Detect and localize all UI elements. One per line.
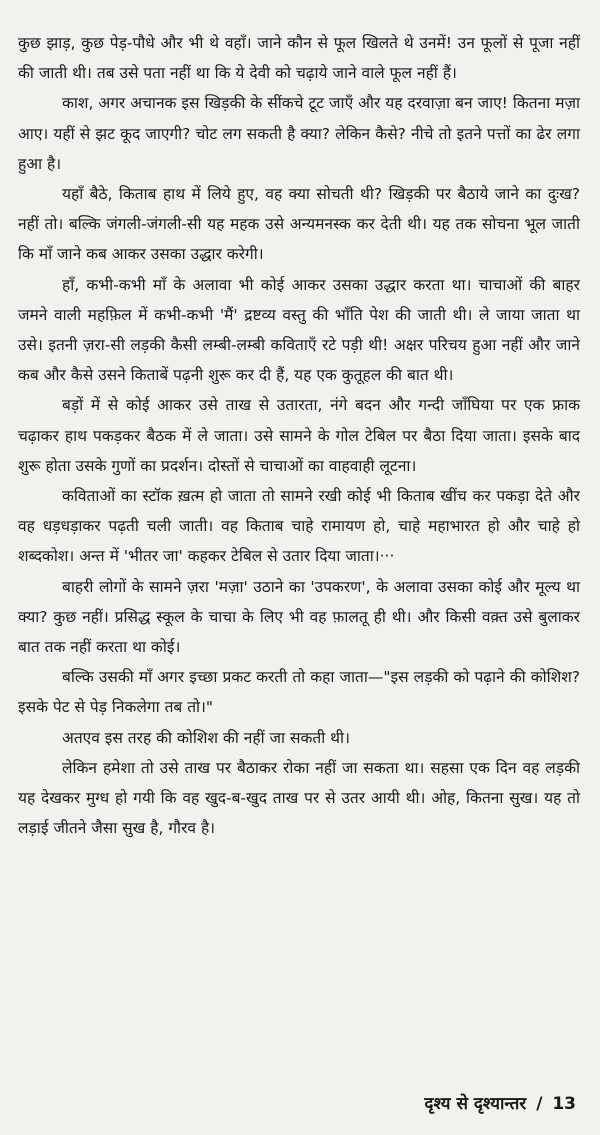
body-text <box>18 28 580 843</box>
page-footer <box>424 1092 576 1116</box>
paragraph: लेकिन हमेशा तो उसे ताख पर बैठाकर रोका नहीं जा सकता था। सहसा एक दिन वह लड़की यह देखकर मुग्ध हो गयी कि वह खुद-ब-खुद ताख पर से उतर आयी थी। ओह, कितना सुख। यह तो लड़ाई जीतने जैसा सुख है, गौरव है। <box>18 758 580 838</box>
paragraph: बाहरी लोगों के सामने ज़रा 'मज़ा' उठाने का 'उपकरण', के अलावा उसका कोई और मूल्य था क्या? कुछ नहीं। प्रसिद्ध स्कूल के चाचा के लिए भी वह फ़ालतू ही थी। और किसी वक़्त उसे बुलाकर बात तक नहीं करता था कोई। <box>18 577 580 657</box>
paragraph: बड़ों में से कोई आकर उसे ताख से उतारता, नंगे बदन और गन्दी जाँघिया पर एक फ्राक चढ़ाकर हाथ पकड़कर बैठक में ले जाता। उसे सामने के गोल टेबिल पर बैठा दिया जाता। इसके बाद शुरू होता उसके गुणों का प्रदर्शन। दोस्तों से चाचाओं का वाहवाही लूटना। <box>18 396 580 475</box>
paragraph: बल्कि उसकी माँ अगर इच्छा प्रकट करती तो कहा जाता—"इस लड़की को पढ़ाने की कोशिश? इसके पेट से पेड़ निकलेगा तब तो।" <box>18 668 580 717</box>
paragraph: काश, अगर अचानक इस खिड़की के सींकचे टूट जाएँ और यह दरवाज़ा बन जाए! कितना मज़ा आए। यहीं से झट कूद जाएगी? चोट लग सकती है क्या? लेकिन कैसे? नीचे तो इतने पत्तों का ढेर लगा हुआ है। <box>18 94 580 173</box>
paragraph: कुछ झाड़, कुछ पेड़-पौधे और भी थे वहाँ। जाने कौन से फूल खिलते थे उनमें! उन फूलों से पूजा नहीं की जाती थी। तब उसे पता नहीं था कि ये देवी को चढ़ाये जाने वाले फूल नहीं हैं। <box>18 34 580 83</box>
paragraph: हाँ, कभी-कभी माँ के अलावा भी कोई आकर उसका उद्धार करता था। चाचाओं की बाहर जमने वाली महफ़िल में कभी-कभी 'मैं' द्रष्टव्य वस्तु की भाँति पेश की जाती थी। ले जाया जाता था उसे। इतनी ज़रा-सी लड़की कैसी लम्बी-लम्बी कविताएँ रटे पड़ी थी! अक्षर परिचय हुआ नहीं और जाने कब और कैसे उसने किताबें पढ़नी शुरू कर दी हैं, यह एक कुतूहल की बात थी। <box>18 275 580 385</box>
paragraph: यहाँ बैठे, किताब हाथ में लिये हुए, वह क्या सोचती थी? खिड़की पर बैठाये जाने का दुःख? नहीं तो। बल्कि जंगली-जंगली-सी यह महक उसे अन्यमनस्क कर देती थी। यह तक सोचना भूल जाती कि माँ जाने कब आकर उसका उद्धार करेगी। <box>18 185 580 264</box>
paragraph: कविताओं का स्टॉक ख़त्म हो जाता तो सामने रखी कोई भी किताब खींच कर पकड़ा देते और वह धड़धड़ाकर पढ़ती चली जाती। वह किताब चाहे रामायण हो, चाहे महाभारत हो और चाहे हो शब्दकोश। अन्त में 'भीतर जा' कहकर टेबिल से उतार दिया जाता।··· <box>18 487 580 566</box>
paragraph: अतएव इस तरह की कोशिश की नहीं जा सकती थी। <box>62 728 350 747</box>
page-number: 13 <box>552 1094 576 1114</box>
book-title: दृश्य से दृश्यान्तर <box>424 1094 527 1114</box>
footer-separator: / <box>536 1094 543 1114</box>
